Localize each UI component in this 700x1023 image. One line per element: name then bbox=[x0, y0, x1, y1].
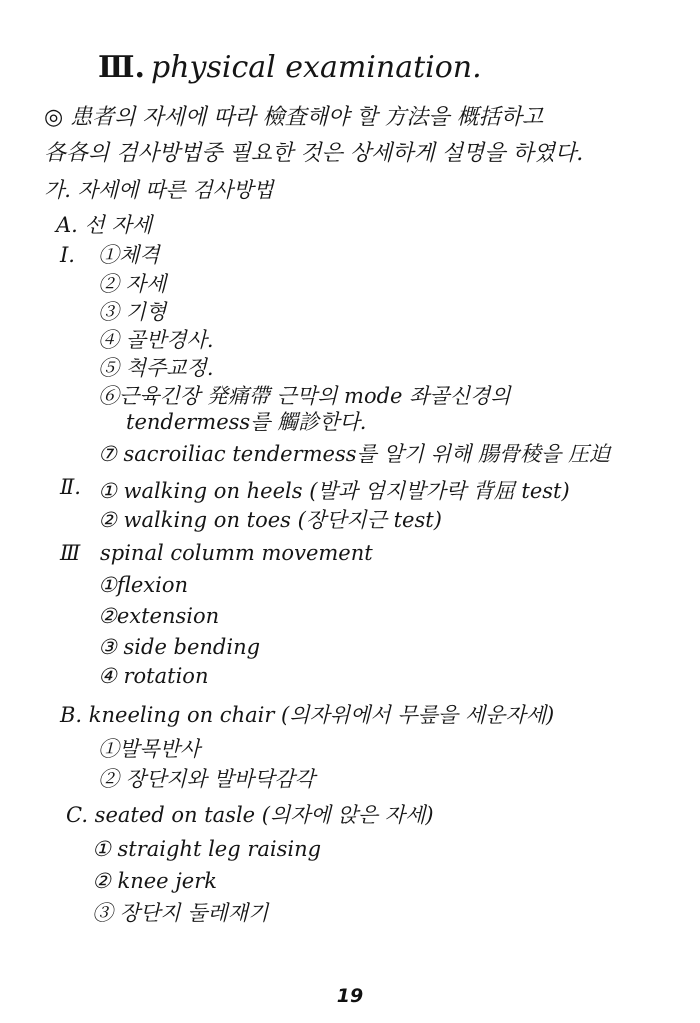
group-ii-label: Ⅱ. bbox=[60, 475, 81, 499]
posture-b-item-2: ② 장단지와 발바닥감각 bbox=[98, 767, 315, 791]
group-i-item-5: ⑤ 척주교정. bbox=[98, 356, 214, 380]
group-i-item-3: ③ 기형 bbox=[98, 300, 167, 324]
group-i-item-2: ② 자세 bbox=[98, 272, 167, 296]
group-i-item-6-cont: tendermess를 觸診한다. bbox=[126, 410, 367, 434]
group-iii-item-1: ①flexion bbox=[98, 573, 188, 597]
posture-c-item-1: ① straight leg raising bbox=[92, 837, 322, 861]
posture-b-item-1: ①발목반사 bbox=[98, 737, 201, 761]
group-i-item-1: ①체격 bbox=[98, 243, 160, 267]
posture-a-heading: A. 선 자세 bbox=[56, 213, 153, 237]
posture-c-heading: C. seated on tasle (의자에 앉은 자세) bbox=[66, 803, 434, 827]
group-i-item-6: ⑥근육긴장 発痛帶 근막의 mode 좌골신경의 bbox=[98, 384, 511, 408]
subsection-ga-heading: 가. 자세에 따른 검사방법 bbox=[44, 178, 274, 202]
section-title bbox=[98, 48, 482, 88]
group-iii-item-2: ②extension bbox=[98, 604, 220, 628]
group-iii-label: Ⅲ bbox=[60, 541, 81, 565]
group-ii-item-1: ① walking on heels (발과 엄지발가락 背屈 test) bbox=[98, 479, 570, 503]
posture-c-item-3: ③ 장단지 둘레재기 bbox=[92, 901, 269, 925]
page-number: 19 bbox=[336, 985, 364, 1007]
group-i-item-4: ④ 골반경사. bbox=[98, 328, 214, 352]
group-iii-heading: spinal columm movement bbox=[100, 541, 373, 565]
group-i-label: I. bbox=[60, 243, 75, 267]
intro-line-2: 各各의 검사방법중 필요한 것은 상세하게 설명을 하였다. bbox=[44, 141, 584, 166]
group-i-item-7: ⑦ sacroiliac tendermess를 알기 위해 腸骨稜을 圧迫 bbox=[98, 442, 610, 466]
intro-line-1: ◎ 患者의 자세에 따라 檢査해야 할 方法을 概括하고 bbox=[44, 105, 544, 130]
posture-c-item-2: ② knee jerk bbox=[92, 869, 217, 893]
group-ii-item-2: ② walking on toes (장단지근 test) bbox=[98, 508, 442, 532]
section-title-text: physical examination. bbox=[150, 50, 482, 85]
section-numeral: Ⅲ. bbox=[98, 50, 145, 85]
posture-b-heading: B. kneeling on chair (의자위에서 무릎을 세운자세) bbox=[60, 703, 555, 727]
group-iii-item-4: ④ rotation bbox=[98, 664, 209, 688]
group-iii-item-3: ③ side bending bbox=[98, 635, 261, 659]
